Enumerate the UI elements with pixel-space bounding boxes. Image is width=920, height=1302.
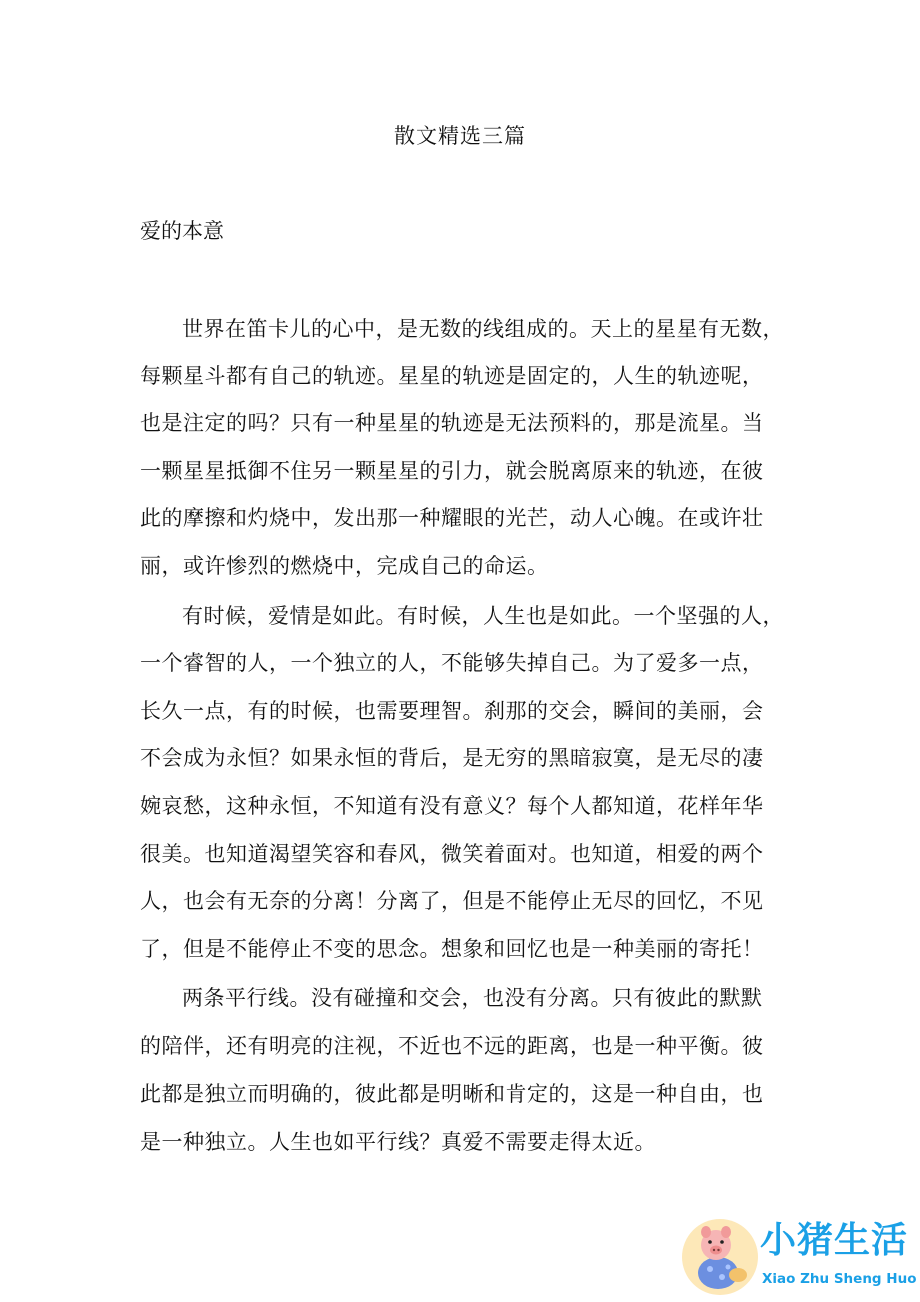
- paragraph-line: 很美。也知道渴望笑容和春风，微笑着面对。也知道，相爱的两个: [140, 842, 764, 866]
- page-title: 散文精选三篇: [394, 124, 526, 148]
- paragraph-line: 人，也会有无奈的分离！分离了，但是不能停止无尽的回忆，不见: [140, 889, 764, 913]
- paragraph-line: 两条平行线。没有碰撞和交会，也没有分离。只有彼此的默默: [182, 986, 763, 1010]
- paragraph-line: 长久一点，有的时候，也需要理智。刹那的交会，瞬间的美丽，会: [140, 699, 764, 723]
- paragraph-line: 有时候，爱情是如此。有时候，人生也是如此。一个坚强的人，: [182, 604, 784, 628]
- paragraph-line: 是一种独立。人生也如平行线？真爱不需要走得太近。: [140, 1130, 656, 1154]
- paragraph-line: 此的摩擦和灼烧中，发出那一种耀眼的光芒，动人心魄。在或许壮: [140, 506, 764, 530]
- paragraph-line: 的陪伴，还有明亮的注视，不近也不远的距离，也是一种平衡。彼: [140, 1034, 764, 1058]
- paragraph-line: 每颗星斗都有自己的轨迹。星星的轨迹是固定的，人生的轨迹呢，: [140, 364, 764, 388]
- paragraph-line: 一个睿智的人，一个独立的人，不能够失掉自己。为了爱多一点，: [140, 651, 764, 675]
- paragraph-line: 丽，或许惨烈的燃烧中，完成自己的命运。: [140, 554, 549, 578]
- section-title: 爱的本意: [140, 219, 224, 243]
- paragraph-line: 了，但是不能停止不变的思念。想象和回忆也是一种美丽的寄托！: [140, 937, 764, 961]
- paragraph-line: 一颗星星抵御不住另一颗星星的引力，就会脱离原来的轨迹，在彼: [140, 459, 764, 483]
- brand-watermark: [678, 1214, 920, 1302]
- pig-mascot-icon: [680, 1217, 760, 1297]
- paragraph-line: 此都是独立而明确的，彼此都是明晰和肯定的，这是一种自由，也: [140, 1082, 764, 1106]
- paragraph-line: 不会成为永恒？如果永恒的背后，是无穷的黑暗寂寞，是无尽的凄: [140, 746, 764, 770]
- paragraph-line: 也是注定的吗？只有一种星星的轨迹是无法预料的，那是流星。当: [140, 411, 764, 435]
- paragraph-line: 婉哀愁，这种永恒，不知道有没有意义？每个人都知道，花样年华: [140, 794, 764, 818]
- brand-pinyin: Xiao Zhu Sheng Huo: [762, 1271, 917, 1287]
- brand-name: 小猪生活: [760, 1220, 909, 1261]
- paragraph-line: 世界在笛卡儿的心中，是无数的线组成的。天上的星星有无数，: [182, 317, 784, 341]
